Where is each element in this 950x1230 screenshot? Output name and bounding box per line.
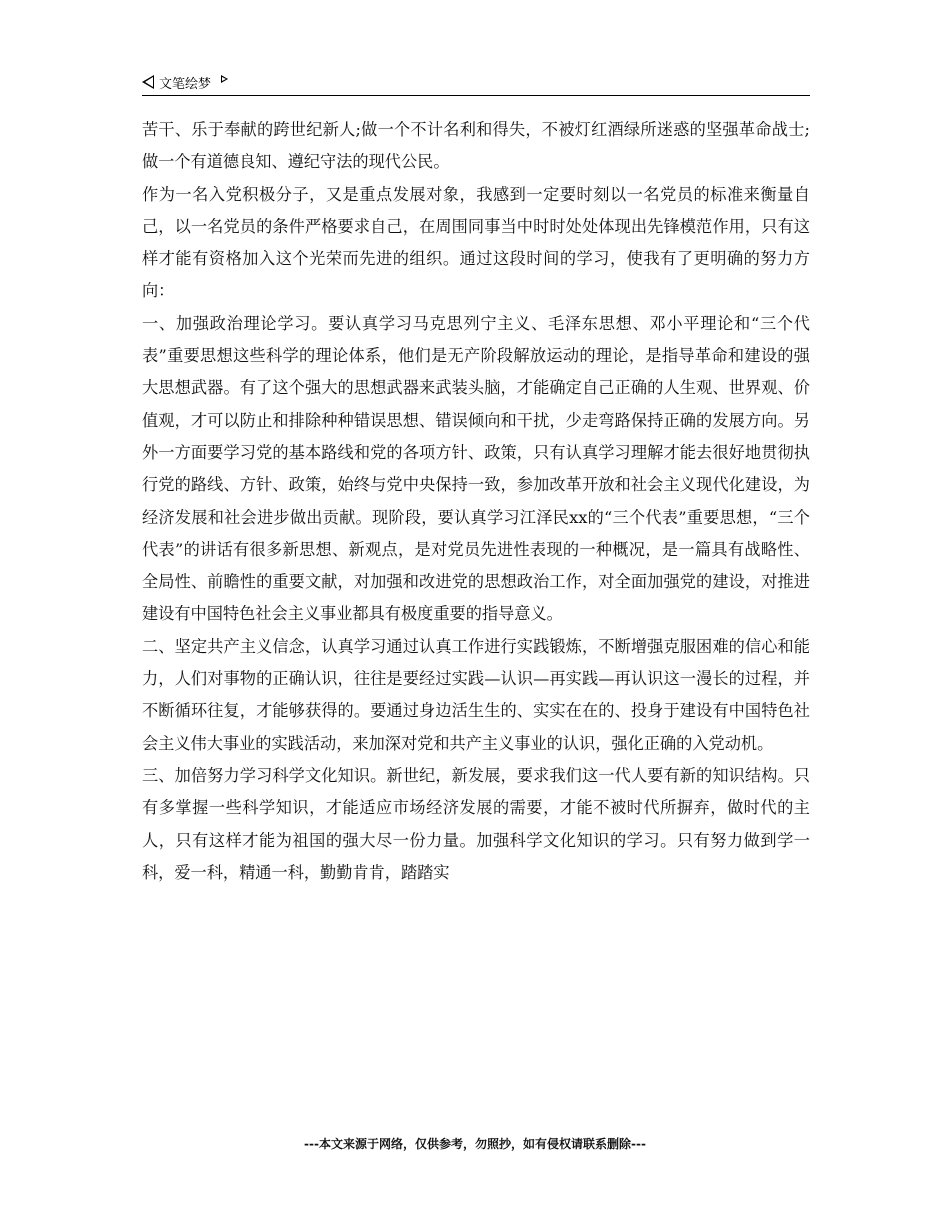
page-header — [142, 72, 810, 96]
header-brand — [142, 72, 228, 92]
paragraph: 作为一名入党积极分子，又是重点发展对象，我感到一定要时刻以一名党员的标准来衡量自己，以一名党员的条件严格要求自己，在周围同事当中时时处处体现出先锋模范作用，只有这样才能有资格加入这个光荣而先进的组织。通过这段时间的学习，使我有了更明确的努力方向： — [142, 184, 810, 301]
paragraph: 苦干、乐于奉献的跨世纪新人;做一个不计名利和得失，不被灯红酒绿所迷惑的坚强革命战士;做一个有道德良知、遵纪守法的现代公民。 — [142, 120, 810, 172]
page-footer: ---本文来源于网络，仅供参考，勿照抄，如有侵权请联系删除--- — [304, 1137, 646, 1151]
triangle-left-icon — [142, 75, 154, 89]
document-body — [142, 114, 810, 889]
paragraph: 二、坚定共产主义信念，认真学习通过认真工作进行实践锻炼，不断增强克服困难的信心和能力，人们对事物的正确认识，往往是要经过实践—认识—再实践—再认识这一漫长的过程，并不断循环往复，才能够获得的。要通过身边活生生的、实实在在的、投身于建设有中国特色社会主义伟大事业的实践活动，来加深对党和共产主义事业的认识，强化正确的入党动机。 — [142, 636, 810, 753]
paragraph: 三、加倍努力学习科学文化知识。新世纪，新发展，要求我们这一代人要有新的知识结构。只有多掌握一些科学知识，才能适应市场经济发展的需要，才能不被时代所摒弃，做时代的主人，只有这样才能为祖国的强大尽一份力量。加强科学文化知识的学习。只有努力做到学一科，爱一科，精通一科，勤勤肯肯，踏踏实 — [142, 765, 810, 882]
triangle-right-icon — [221, 75, 228, 83]
header-brand-text: 文笔绘梦 — [159, 76, 212, 92]
paragraph: 一、加强政治理论学习。要认真学习马克思列宁主义、毛泽东思想、邓小平理论和“三个代表”重要思想这些科学的理论体系，他们是无产阶段解放运动的理论，是指导革命和建设的强大思想武器。有了这个强大的思想武器来武装头脑，才能确定自己正确的人生观、世界观、价值观，才可以防止和排除种种错误思想、错误倾向和干扰，少走弯路保持正确的发展方向。另外一方面要学习党的基本路线和党的各项方针、政策，只有认真学习理解才能去很好地贯彻执行党的路线、方针、政策，始终与党中央保持一致，参加改革开放和社会主义现代化建设，为经济发展和社会进步做出贡献。现阶段，要认真学习江泽民xx的“三个代表”重要思想，“三个代表”的讲话有很多新思想、新观点，是对党员先进性表现的一种概况，是一篇具有战略性、全局性、前瞻性的重要文献，对加强和改进党的思想政治工作，对全面加强党的建设，对推进建设有中国特色社会主义事业都具有极度重要的指导意义。 — [142, 313, 810, 624]
